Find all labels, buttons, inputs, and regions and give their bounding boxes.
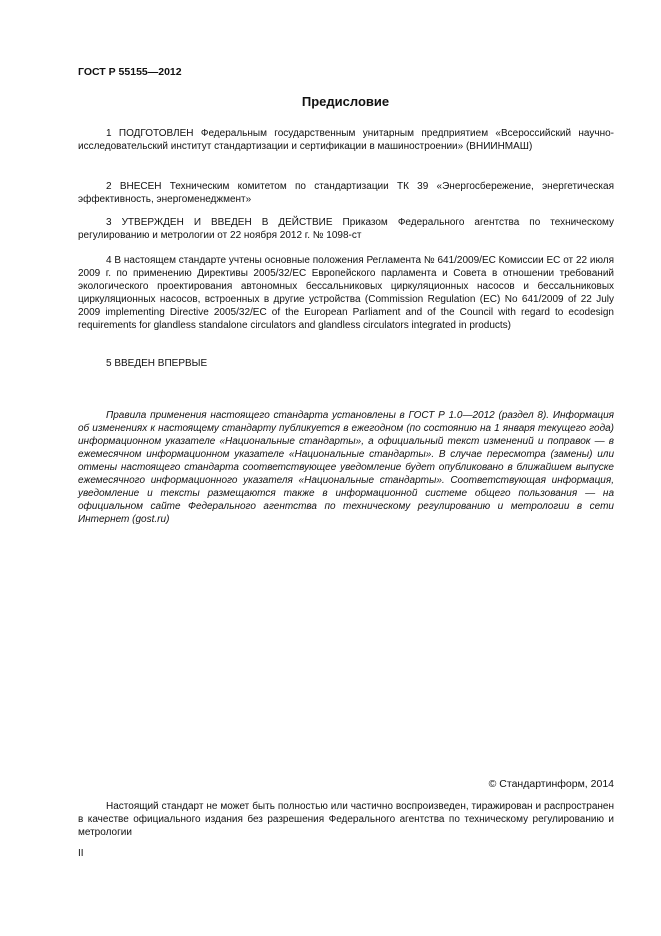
paragraph-3: 3 УТВЕРЖДЕН И ВВЕДЕН В ДЕЙСТВИЕ Приказом Федерального агентства по техническому регулированию и метрологии от 22 ноября 2012 г. № 1098-ст	[78, 217, 614, 241]
page-title: Предисловие	[301, 94, 390, 109]
reproduction-notice: Настоящий стандарт не может быть полностью или частично воспроизведен, тиражирован и распространен в качестве официального издания без разрешения Федерального агентства по техническому регулированию и метрологии	[78, 801, 614, 838]
paragraph-4: 4 В настоящем стандарте учтены основные положения Регламента № 641/2009/ЕС Комиссии ЕС от 22 июля 2009 г. по применению Директивы 2005/32/ЕС Европейского парламента и Совета в отношении требований экологического проектирования автономных бессальниковых циркуляционных насосов и бессальниковых циркуляционных насосов, встроенных в другие устройства (Commission Regulation (EC) No 641/2009 of 22 July 2009 implementing Directive 2005/32/EC of the European Parliament and of the Council with regard to ecodesign requirements for glandless standalone circulators and glandless circulators integrated in products)	[78, 255, 614, 331]
standard-code-header: ГОСТ Р 55155—2012	[78, 66, 182, 78]
paragraph-2: 2 ВНЕСЕН Техническим комитетом по стандартизации ТК 39 «Энергосбережение, энергетическая эффективность, энергоменеджмент»	[78, 181, 614, 205]
application-notice: Правила применения настоящего стандарта установлены в ГОСТ Р 1.0—2012 (раздел 8). Информация об изменениях к настоящему стандарту публикуется в ежегодном (по состоянию на 1 января текущего года) информационном указателе «Национальные стандарты», а официальный текст изменений и поправок — в ежемесячном информационном указателе «Национальные стандарты». В случае пересмотра (замены) или отмены настоящего стандарта соответствующее уведомление будет опубликовано в ближайшем выпуске ежемесячного информационного указателя «Национальные стандарты». Соответствующая информация, уведомление и тексты размещаются также в информационной системе общего пользования — на официальном сайте Федерального агентства по техническому регулированию и метрологии в сети Интернет (gost.ru)	[78, 410, 614, 525]
paragraph-1: 1 ПОДГОТОВЛЕН Федеральным государственным унитарным предприятием «Всероссийский научно-исследовательский институт стандартизации и сертификации в машиностроении» (ВНИИНМАШ)	[78, 128, 614, 152]
page-number: II	[78, 848, 84, 859]
paragraph-5: 5 ВВЕДЕН ВПЕРВЫЕ	[106, 358, 208, 369]
copyright-line: © Стандартинформ, 2014	[488, 778, 614, 790]
